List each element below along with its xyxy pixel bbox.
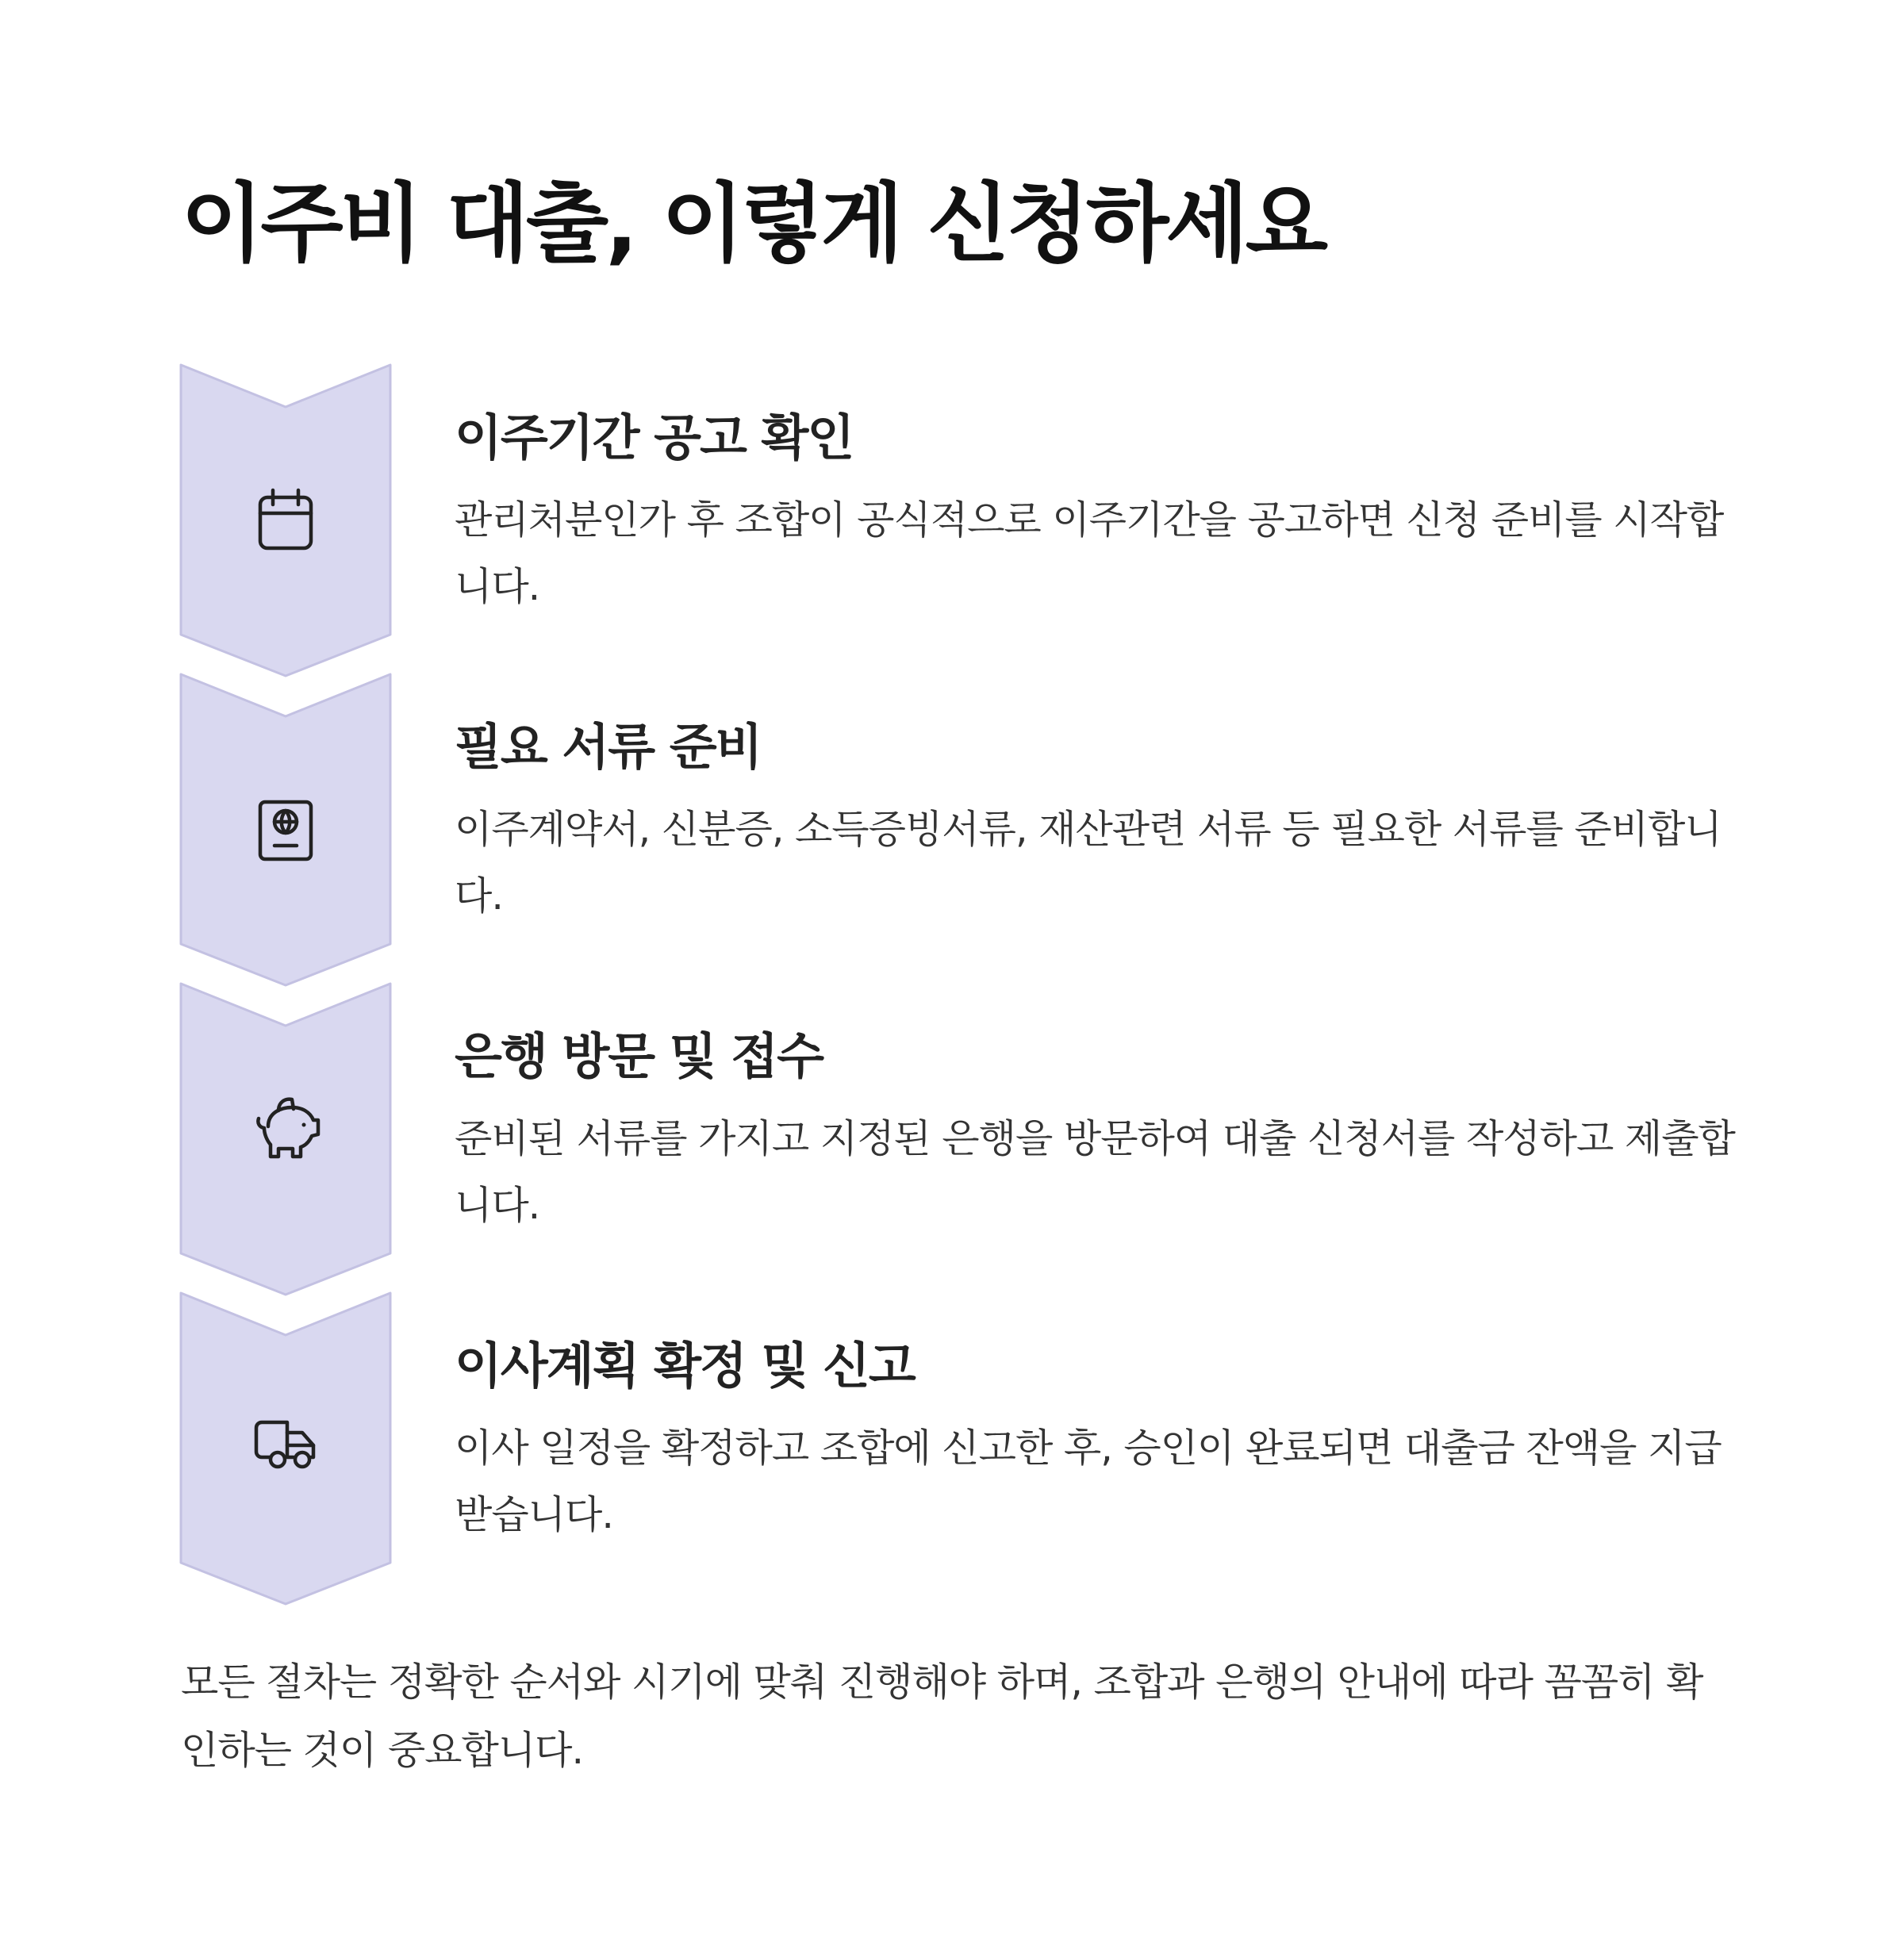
step-2-chevron bbox=[181, 674, 390, 985]
footer-note: 모든 절차는 정확한 순서와 시기에 맞춰 진행해야 하며, 조합과 은행의 안내에 따라 꼼꼼히 확인하는 것이 중요합니다. bbox=[181, 1659, 1703, 1773]
step-description: 이주계약서, 신분증, 소득증빙서류, 재산관련 서류 등 필요한 서류를 준비합니다. bbox=[455, 807, 1722, 919]
step-3 bbox=[455, 1025, 1740, 1239]
step-2 bbox=[455, 716, 1740, 930]
step-title: 이주기간 공고 확인 bbox=[455, 409, 854, 466]
step-1 bbox=[455, 406, 1740, 620]
step-title: 이사계획 확정 및 신고 bbox=[455, 1337, 915, 1395]
step-4 bbox=[455, 1334, 1740, 1548]
step-description: 이사 일정을 확정하고 조합에 신고한 후, 승인이 완료되면 대출금 잔액을 지급받습니다. bbox=[455, 1425, 1722, 1537]
step-1-chevron bbox=[181, 365, 390, 676]
step-3-chevron bbox=[181, 984, 390, 1295]
step-description: 준비된 서류를 가지고 지정된 은행을 방문하여 대출 신청서를 작성하고 제출합니다. bbox=[455, 1116, 1735, 1228]
step-title: 은행 방문 및 접수 bbox=[455, 1027, 823, 1085]
step-description: 관리처분인가 후 조합이 공식적으로 이주기간을 공고하면 신청 준비를 시작합니다. bbox=[455, 497, 1724, 609]
step-title: 필요 서류 준비 bbox=[455, 718, 762, 776]
page-title: 이주비 대출, 이렇게 신청하세요 bbox=[181, 175, 1326, 274]
